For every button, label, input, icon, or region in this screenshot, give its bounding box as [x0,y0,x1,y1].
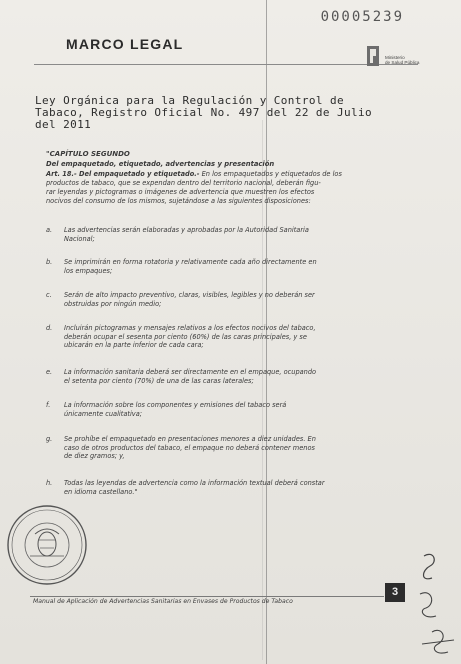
list-item-letter: b. [46,258,53,266]
list-item-letter: f. [46,401,51,409]
list-item-line: Las advertencias serán elaboradas y aprobadas por la Autoridad Sanitaria [64,226,309,234]
list-item-text [64,479,376,496]
list-item-text [64,324,376,350]
list-item-text [64,258,376,275]
ministry-name [385,55,419,66]
handwritten-signature-icon [402,548,460,660]
list-item-line: únicamente cualitativa; [64,409,142,418]
list-item-line: Se imprimirán en forma rotatoria y relativamente cada año directamente en [64,258,317,266]
page-footer: Manual de Aplicación de Advertencias Sanitarias en Envases de Productos de Tabaco [33,598,293,605]
article-line: nocivos del consumo de los mismos, sujetándose a las siguientes disposiciones: [46,196,311,205]
ministry-emblem-icon [366,45,380,67]
article-first-line-text: En los empaquetados y etiquetados de los [199,170,342,178]
list-item-line: La información sanitaria deberá ser directamente en el empaque, ocupando [64,368,317,376]
list-item-line: Todas las leyendas de advertencia como la información textual deberá constar [64,479,325,487]
article-label: Art. 18.- Del empaquetado y etiquetado.- [46,170,200,178]
list-item-line: Incluirán pictogramas y mensajes relativos a los efectos nocivos del tabaco, [64,324,316,332]
list-item-line: el setenta por ciento (70%) de una de las caras laterales; [64,376,254,385]
list-item-text [64,435,376,461]
list-item-line: de diez gramos; y, [64,452,125,461]
list-item-line: en idioma castellano." [64,487,138,496]
ministry-name-line: de Salud Pública [385,60,420,66]
section-heading: MARCO LEGAL [66,36,184,52]
list-item-line: La información sobre los componentes y emisiones del tabaco será [64,401,287,409]
section-subheading: Del empaquetado, etiquetado, advertencias y presentación [46,160,275,168]
list-item-letter: h. [46,479,53,487]
list-item-text [64,401,376,418]
list-item-line: Nacional; [64,234,95,243]
article-first-line [46,170,379,179]
list-item-line: Se prohíbe el empaquetado en presentaciones menores a diez unidades. En [64,435,316,443]
law-title [35,94,373,131]
footer-divider [30,596,384,597]
official-seal-icon [6,504,88,586]
list-item-letter: d. [46,324,53,332]
document-number: 00005239 [320,9,404,25]
list-item-text [64,368,376,385]
article-line: rar leyendas y pictogramas o imágenes de advertencia que muestren los efectos [46,187,315,196]
law-title-line: Tabaco, Registro Oficial No. 497 del 22 de Julio [35,106,373,119]
article-paragraph [46,170,379,206]
list-item-line: los empaques; [64,266,113,275]
list-item-text [64,291,376,308]
article-line: productos de tabaco, que se expendan dentro del territorio nacional, deberán figu- [46,178,321,187]
list-item-text [64,226,376,243]
law-title-line: Ley Orgánica para la Regulación y Control de [35,94,344,107]
list-item-letter: a. [46,226,53,234]
list-item-line: caso de otros productos del tabaco, el empaque no deberá contener menos [64,443,315,452]
ministry-logo [366,45,446,69]
list-item-line: ubicarán en la parte inferior de cada cara; [64,341,204,350]
heading-divider [34,64,418,65]
list-item-line: obstruidas por ningún medio; [64,299,162,308]
list-item-letter: c. [46,291,52,299]
list-item-line: deberán ocupar el sesenta por ciento (60%) de las caras principales, y se [64,332,307,341]
page-number: 3 [385,583,405,602]
ministry-name-line: Ministerio [385,55,405,60]
law-title-line: del 2011 [35,118,92,131]
list-item-letter: g. [46,435,53,443]
chapter-heading: "CAPÍTULO SEGUNDO [46,150,130,158]
list-item-line: Serán de alto impacto preventivo, claras, visibles, legibles y no deberán ser [64,291,315,299]
list-item-letter: e. [46,368,53,376]
